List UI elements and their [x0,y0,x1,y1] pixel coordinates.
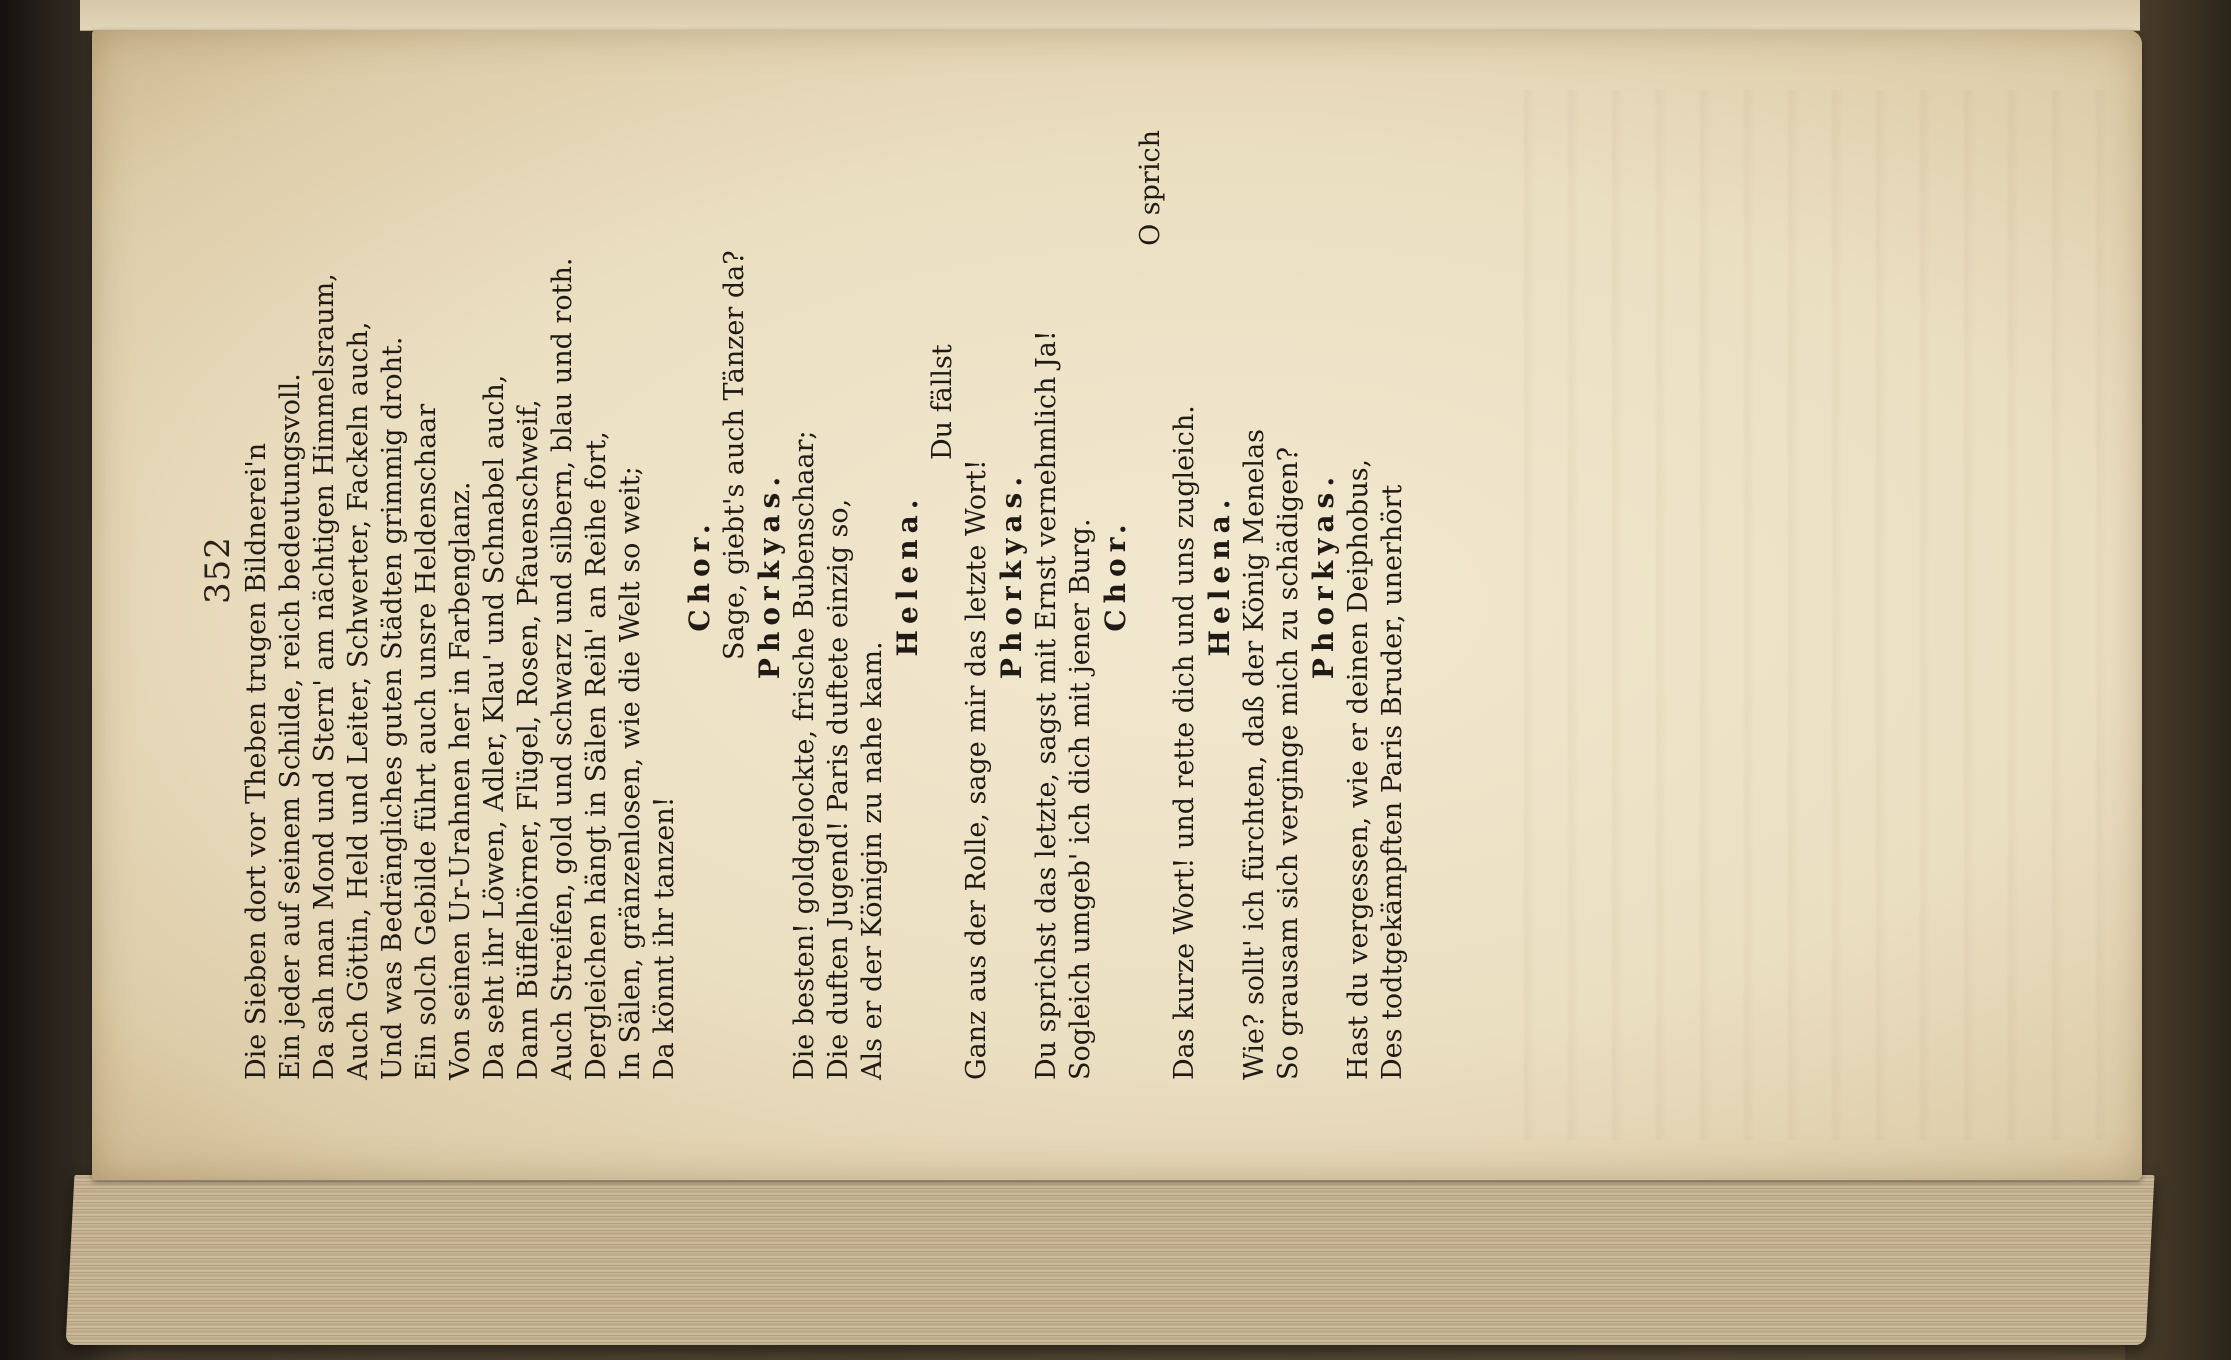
verse-line: Auch Streifen, gold und schwarz und silbern, blau und roth. [547,257,578,1080]
speaker-heading: Phorkyas. [995,470,1028,680]
verse-line: Als er der Königin zu nahe kam. [857,641,888,1080]
verse-line: Die duften Jugend! Paris duftete einzig so, [823,498,854,1080]
verse-line: Die Sieben dort vor Theben trugen Bildnerei'n [241,442,272,1080]
verse-line: Dann Büffelhörner, Flügel, Rosen, Pfauenschweif, [513,399,544,1080]
rotated-text-block [198,70,1560,1080]
page-number: 352 [198,536,238,604]
show-through-text [1492,90,2142,1140]
verse-line: So grausam sich verginge mich zu schädigen? [1273,446,1304,1080]
speaker-heading: Chor. [1099,518,1132,632]
verse-line: Hast du vergessen, wie er deinen Deiphobus, [1343,458,1374,1080]
verse-line: Du fällst [927,344,958,460]
verse-block-4 [1238,70,1306,1080]
facing-page-edge [80,0,2140,31]
speaker-heading: Phorkyas. [753,470,786,680]
verse-line: Auch Göttin, Held und Leiter, Schwerter, Fackeln auch, [343,321,374,1080]
verse-line: Dergleichen hängt in Sälen Reih' an Reihe fort, [581,431,612,1080]
verse-line: O sprich [1135,130,1166,246]
verse-line: Da sah man Mond und Stern' am nächtigen Himmelsraum, [309,273,340,1080]
verse-line: Sage, giebt's auch Tänzer da? [719,250,750,660]
verse-line: Ein jeder auf seinem Schilde, reich bedeutungsvoll. [275,373,306,1080]
speaker-heading: Helena. [891,493,924,657]
verse-line: Wie? sollt' ich fürchten, daß der König Menelas [1239,428,1270,1080]
speaker-heading: Chor. [683,518,716,632]
verse-block-1 [240,70,682,1080]
verse-line: Das kurze Wort! und rette dich und uns zugleich. [1169,405,1200,1080]
verse-line: In Sälen, gränzenlosen, wie die Welt so weit; [615,466,646,1080]
verse-line: Die besten! goldgelockte, frische Bubenschaar; [789,430,820,1080]
verse-line: Ein solch Gebilde führt auch unsre Heldenschaar [411,403,442,1080]
page-stack-edge [66,1175,2155,1345]
verse-line: Da seht ihr Löwen, Adler, Klau' und Schnabel auch, [479,374,510,1080]
verse-line: Des todtgekämpften Paris Bruder, unerhört [1377,484,1408,1080]
verse-line: Von seinen Ur-Urahnen her in Farbenglanz. [445,481,476,1080]
verse-block-2 [788,70,890,1080]
verse-line: Du sprichst das letzte, sagst mit Ernst vernehmlich Ja! [1031,330,1062,1080]
verse-line: Ganz aus der Rolle, sage mir das letzte Wort! [961,459,992,1080]
speaker-heading: Phorkyas. [1307,470,1340,680]
speaker-heading: Helena. [1203,493,1236,657]
verse-block-3 [1030,70,1098,1080]
verse-line: Da könnt ihr tanzen! [649,796,680,1080]
verse-line: Sogleich umgeb' ich dich mit jener Burg. [1065,518,1096,1080]
verse-line: Und was Bedrängliches guten Städten grimmig droht. [377,336,408,1080]
verse-block-5 [1342,70,1410,1080]
